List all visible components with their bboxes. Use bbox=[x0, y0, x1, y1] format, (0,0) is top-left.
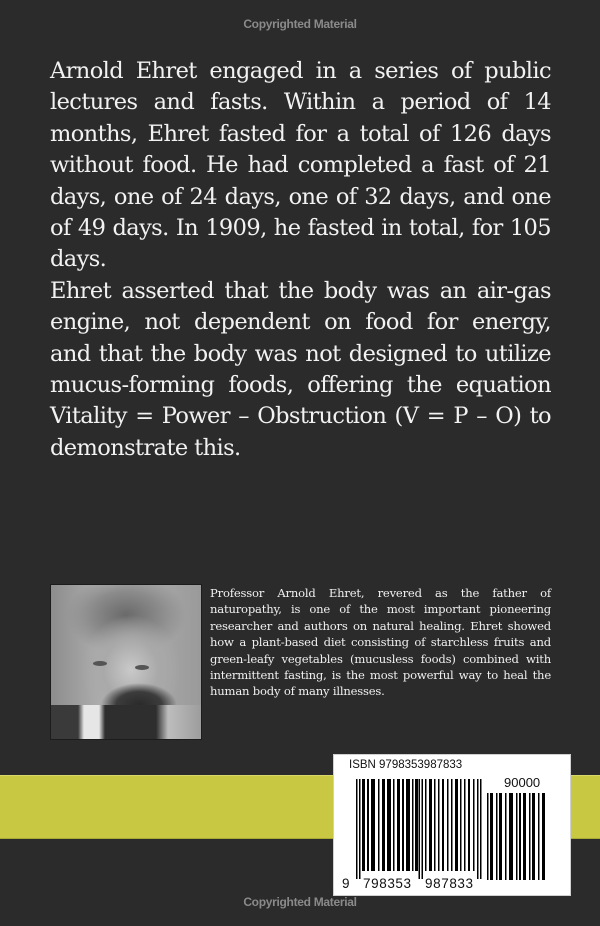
author-portrait bbox=[50, 584, 202, 740]
isbn-label: ISBN 9798353987833 bbox=[349, 759, 463, 771]
barcode-digit-group-1: 798353 bbox=[363, 876, 412, 891]
price-addon-number: 90000 bbox=[504, 775, 541, 790]
paragraph-air-gas-engine: Ehret asserted that the body was an air-gas engine, not dependent on food for energy, and that the body was not designed to utilize mucus-forming foods, offering the equation Vitality = Power – Obstruction (V = P – O) to demonstrate this. bbox=[50, 277, 551, 461]
barcode-main-icon bbox=[356, 779, 484, 879]
main-description bbox=[50, 56, 551, 464]
barcode-digit-first: 9 bbox=[342, 876, 351, 891]
portrait-coat bbox=[51, 705, 201, 739]
barcode-digit-group-2: 987833 bbox=[425, 876, 474, 891]
author-bio: Professor Arnold Ehret, revered as the father of naturopathy, is one of the most important pioneering researcher and authors on natural healing. Ehret showed how a plant-based diet consisting of starchless fruits and green-leafy vegetables (mucusless foods) combined with intermittent fasting, is the most powerful way to heal the human body of many illnesses. bbox=[210, 586, 551, 699]
barcode-addon-icon bbox=[487, 793, 547, 880]
portrait-eye-right bbox=[135, 665, 149, 670]
copyright-notice-top: Copyrighted Material bbox=[243, 17, 357, 31]
paragraph-fasting-history: Arnold Ehret engaged in a series of public lectures and fasts. Within a period of 14 months, Ehret fasted for a total of 126 days without food. He had completed a fast of 21 days, one of 24 days, one of 32 days, and one of 49 days. In 1909, he fasted in total, for 105 days. bbox=[50, 58, 551, 273]
portrait-eye-left bbox=[93, 661, 107, 666]
copyright-notice-bottom: Copyrighted Material bbox=[243, 895, 357, 909]
isbn-barcode bbox=[333, 754, 571, 896]
